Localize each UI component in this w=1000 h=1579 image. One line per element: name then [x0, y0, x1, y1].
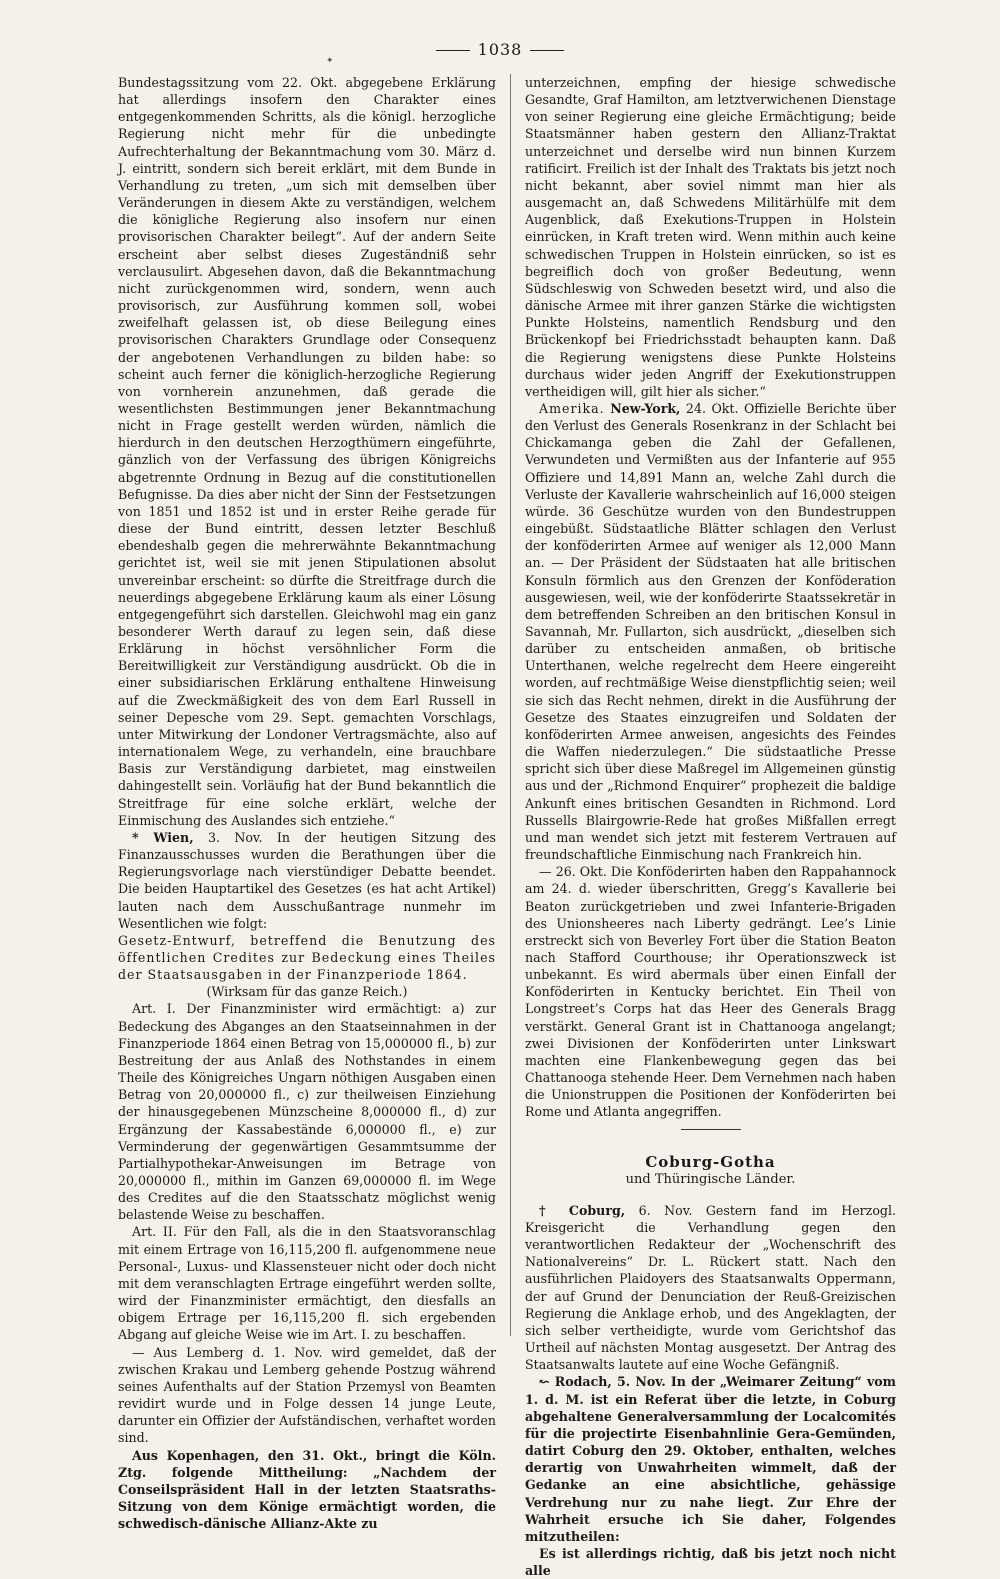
- section-subtitle: und Thüringische Länder.: [625, 1171, 796, 1187]
- continued-line: Es ist allerdings richtig, daß bis jetzt noch nicht alle: [525, 1545, 896, 1579]
- wien-article: [118, 829, 496, 932]
- coburg-article: [525, 1202, 896, 1374]
- wien-text: 3. Nov. In der heutigen Sitzung des Finanzausschusses wurden die Berathungen über die Regierungsvorlage nach vierstündiger Debatte beendet. Die beiden Hauptartikel des Gesetzes (es hat acht Artikel) lauten nach dem Ausschußantrage nunmehr im Wesentlichen wie folgt:: [118, 829, 496, 931]
- dateline-new-york: New-York,: [610, 400, 681, 416]
- article-continuation: unterzeichnen, empfing der hiesige schwedische Gesandte, Graf Hamilton, am letztverwichenen Dienstage von seiner Regierung eine gleiche Ermächtigung; beide Staatsmänner haben gestern den Allianz-Traktat unterzeichnet und derselbe wird nun binnen Kurzem ratificirt. Freilich ist der Inhalt des Traktats bis jetzt noch nicht bekannt, aber soviel nimmt man hier als ausgemacht an, daß Schwedens Militärhülfe mit dem Augenblick, daß Exekutions-Truppen in Holstein einrücken, in Kraft treten wird. Wenn mithin auch keine schwedischen Truppen in Holstein einrücken, so ist es begreiflich doch von großer Bedeutung, wenn Südschleswig von Schweden besetzt wird, und also die dänische Armee mit ihrer ganzen Stärke die wichtigsten Punkte Holsteins, namentlich Rendsburg und den Brückenkopf bei Friedrichsstadt behaupten kann. Daß die Regierung wenigstens diese Punkte Holsteins durchaus wider jeden Angriff der Exekutionstruppen vertheidigen will, gilt hier als sicher.“: [525, 75, 896, 399]
- column-divider: [510, 74, 511, 1336]
- left-column: [118, 74, 496, 1532]
- section-title: Coburg-Gotha: [645, 1152, 776, 1171]
- october-26-report: — 26. Okt. Die Konföderirten haben den Rappahannock am 24. d. wieder überschritten, Gregg’s Kavallerie bei Beaton zurückgetrieben und zwei Infanterie-Brigaden des Unionsheeres nach Liberty gedrängt. Lee’s Linie erstreckt sich von Beverley Fort über die Station Beaton nach Stafford Courthouse; ihr Operationszweck ist unbekannt. Es wird abermals über einen Einfall der Konföderirten in Kentucky berichtet. Ein Theil von Longstreet’s Corps hat das Heer des Generals Bragg verstärkt. General Grant ist in Chattanooga angelangt; zwei Divisionen der Konföderirten unter Linkswart machten eine Flankenbewegung gegen das bei Chattanooga stehende Heer. Dem Vernehmen nach haben die Unionstruppen die Positionen der Konföderirten bei Rome und Atlanta angegriffen.: [525, 864, 896, 1120]
- page-number: 1038: [477, 40, 523, 59]
- header-rule-right: [530, 50, 564, 51]
- amerika-article: [525, 400, 896, 863]
- kopenhagen-text: den 31. Okt., bringt die Köln. Ztg. folgende Mittheilung: „Nachdem der Conseilspräsident Hall in der letzten Staatsraths-Sitzung von dem Könige ermächtigt worden, die schwedisch-dänische Allianz-Akte zu: [118, 1447, 496, 1532]
- section-divider: [681, 1129, 741, 1130]
- kopenhagen-report: [118, 1447, 496, 1533]
- section-label-amerika: Amerika.: [539, 400, 605, 416]
- article-two: Art. II. Für den Fall, als die in den Staatsvoranschlag mit einem Ertrage von 16,115,200 fl. aufgenommene neue Personal-, Luxus- und Klassensteuer nicht oder doch nicht mit dem veranschlagten Ertrage eingeführt werden sollte, wird der Finanzminister ermächtigt, den diesfalls an obigem Ertrage per 16,115,200 fl. sich ergebenden Abgang auf gleiche Weise wie im Art. I. zu beschaffen.: [118, 1224, 496, 1343]
- lemberg-report: — Aus Lemberg d. 1. Nov. wird gemeldet, daß der zwischen Krakau und Lemberg gehende Postzug während seines Aufenthalts auf der Station Przemysl von Beamten revidirt wurde und in Folge dessen 14 junge Leute, darunter ein Offizier der Aufständischen, verhaftet worden sind.: [118, 1344, 496, 1446]
- print-mark-icon: ✦: [326, 56, 334, 66]
- amerika-text: 24. Okt. Offizielle Berichte über den Verlust des Generals Rosenkranz in der Schlacht bei Chickamanga geben die Zahl der Gefallenen, Verwundeten und Vermißten aus der Infanterie auf 955 Offiziere und 14,891 Mann an, welche Zahl durch die Verluste der Kavallerie wahrscheinlich auf 16,000 steigen würde. 36 Geschütze wurden von den Bundestruppen eingebüßt. Südstaatliche Blätter schlagen den Verlust der konföderirten Armee auf weniger als 12,000 Mann an. — Der Präsident der Südstaaten hat alle britischen Konsuln förmlich aus den Grenzen der Konföderation ausgewiesen, weil, wie der konföderirte Staatssekretär in dem betreffenden Schreiben an den britischen Konsul in Savannah, Mr. Fullarton, sich ausdrückt, „dieselben sich darüber zu entscheiden anmaßen, ob britische Unterthanen, welche regelrecht dem Heere eingereiht worden, auf rechtmäßige Weise dienstpflichtig seien; weil sie sich das Recht nehmen, direkt in die Ausführung der Gesetze des Staates einzugreifen und Soldaten der konföderirten Armee anweisen, angesichts des Feindes die Waffen niederzulegen.“ Die südstaatliche Presse spricht sich über diese Maßregel im Allgemeinen günstig aus und der „Richmond Enquirer“ prophezeit die baldige Ankunft eines britischen Gesandten in Richmond. Lord Russells Blairgowrie-Rede hat großes Mißfallen erregt und man wendet sich jetzt mit festerem Vertrauen auf freundschaftliche Einmischung nach Frankreich hin.: [525, 400, 896, 863]
- law-title: Gesetz-Entwurf, betreffend die Benutzung des öffentlichen Credites zur Bedeckung eines Theiles der Staatsausgaben in der Finanzperiode 1864.: [118, 932, 496, 983]
- header-rule-left: [436, 50, 470, 51]
- law-subtitle: (Wirksam für das ganze Reich.): [206, 984, 408, 1000]
- article-paragraph: Bundestagssitzung vom 22. Okt. abgegebene Erklärung hat allerdings insofern den Charakter eines entgegenkommenden Schritts, als die königl. herzogliche Regierung nicht mehr für die unbedingte Aufrechterhaltung der Bekanntmachung vom 30. März d. J. eintritt, sondern sich bereit erklärt, mit dem Bunde in Verhandlung zu treten, „um sich mit demselben über Veränderungen in diesem Akte zu verständigen, welchem die königliche Regierung also insofern nur einen provisorischen Charakter beilegt“. Auf der andern Seite erscheint aber selbst dieses Zugeständniß sehr verclausulirt. Abgesehen davon, daß die Bekanntmachung nicht zurückgenommen wird, sondern, wenn auch provisorisch, zur Ausführung kommen soll, wobei zweifelhaft gelassen ist, ob diese Beilegung eines provisorischen Charakters Grundlage oder Consequenz der angebotenen Verhandlungen zu bilden habe: so scheint auch ferner die königlich-herzogliche Regierung von vornherein anzunehmen, daß gerade die wesentlichsten Bestimmungen jener Bekanntmachung nicht in Frage gestellt werden würden, nämlich die hierdurch in den deutschen Herzogthümern eingeführte, gänzlich von der Verfassung des übrigen Königreichs abgetrennte Ordnung in Bezug auf die constitutionellen Befugnisse. Da dies aber nicht der Sinn der Festsetzungen von 1851 und 1852 ist und in erster Reihe gerade für diese der Bund eintritt, dessen letzter Beschluß ebendeshalb gegen die mehrerwähnte Bekanntmachung gerichtet ist, weil sie mit jenen Stipulationen absolut unvereinbar erscheint: so dürfte die Streitfrage durch die neuerdings abgegebene Erklärung kaum als einer Lösung entgegengeführt sich darstellen. Gleichwohl mag ein ganz besonderer Werth darauf zu legen sein, daß diese Erklärung in höchst versöhnlicher Form die Bereitwilligkeit zur Verständigung ausdrückt. Ob die in einer subsidiarischen Erklärung enthaltene Hinweisung auf die Zweckmäßigkeit des von dem Earl Russell in seiner Depesche vom 29. Sept. gemachten Vorschlags, unter Mitwirkung der Londoner Vertragsmächte, also auf internationalem Wege, zu verhandeln, eine brauchbare Basis zur Verständigung darbietet, mag einstweilen dahingestellt sein. Vorläufig hat der Bund bekanntlich die Streitfrage für eine solche erklärt, welche der Einmischung des Auslandes sich entziehe.“: [118, 75, 496, 828]
- rodach-article: [525, 1373, 896, 1545]
- coburg-text: 6. Nov. Gestern fand im Herzogl. Kreisgericht die Verhandlung gegen den verantwortlichen Redakteur der „Wochenschrift des Nationalvereins“ Dr. L. Rückert statt. Nach den ausführlichen Plaidoyers des Staatsanwalts Oppermann, der auf Grund der Denunciation der Reuß-Greizischen Regierung die Anklage erhob, und des Angeklagten, der sich selber vertheidigte, wurde vom Gerichtshof das Urtheil auf nächsten Montag ausgesetzt. Der Antrag des Staatsanwalts lautete auf eine Woche Gefängniß.: [525, 1202, 896, 1373]
- right-column: [525, 74, 896, 1579]
- rodach-text: 5. Nov. In der „Weimarer Zeitung“ vom 1. d. M. ist ein Referat über die letzte, in Coburg abgehaltene Generalversammlung der Localcomités für die projectirte Eisenbahnlinie Gera-Gemünden, datirt Coburg den 29. Oktober, enthalten, welches derartig von Unwahrheiten wimmelt, daß der Gedanke an eine absichtliche, gehässige Verdrehung nur zu nahe liegt. Zur Ehre der Wahrheit ersuche ich Sie daher, Folgendes mitzutheilen:: [525, 1374, 896, 1544]
- dateline-kopenhagen: Aus Kopenhagen,: [132, 1447, 260, 1463]
- dateline-wien: * Wien,: [132, 829, 194, 845]
- dateline-rodach: ↜ Rodach,: [539, 1374, 612, 1390]
- article-one: Art. I. Der Finanzminister wird ermächtigt: a) zur Bedeckung des Abganges an den Staatseinnahmen in der Finanzperiode 1864 einen Betrag von 15,000000 fl., b) zur Bestreitung der aus Anlaß des Nothstandes in einem Theile des Königreiches Ungarn nöthigen Ausgaben einen Betrag von 20,000000 fl., c) zur theilweisen Einziehung der hinausgegebenen Münzscheine 8,000000 fl., d) zur Ergänzung der Kassabestände 6,000000 fl., e) zur Verminderung der gegenwärtigen Gesammtsumme der Partialhypothekar-Anweisungen im Betrage von 20,000000 fl., mithin im Ganzen 69,000000 fl. im Wege des Credites auf die den Staatsschatz möglichst wenig belastende Weise zu beschaffen.: [118, 1001, 496, 1223]
- dateline-coburg: † Coburg,: [539, 1202, 626, 1218]
- page-header: [0, 40, 1000, 59]
